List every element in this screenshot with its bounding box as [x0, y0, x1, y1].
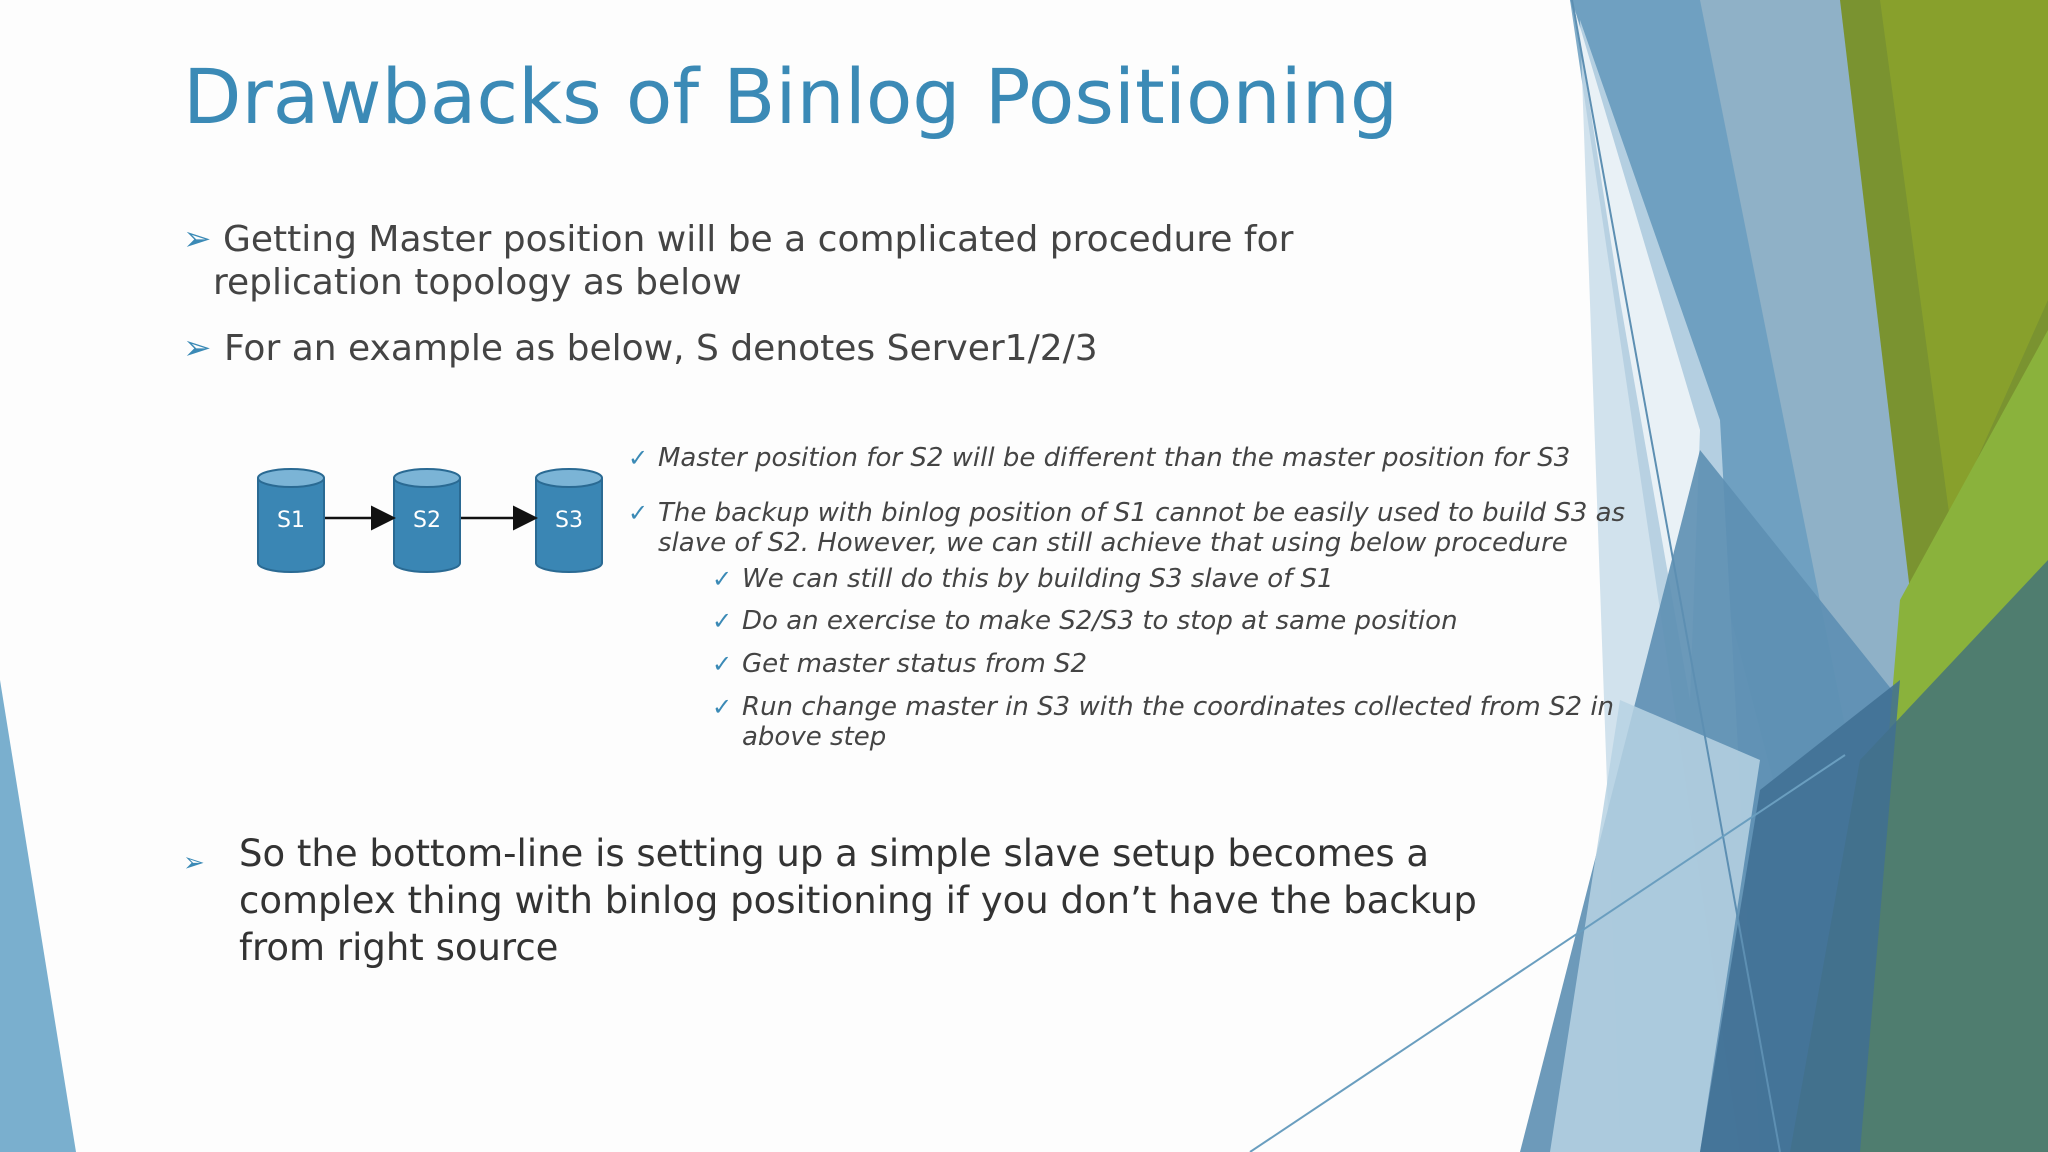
- bullet-3: [183, 830, 1503, 971]
- arrow-bullet-icon: ➢: [183, 219, 212, 259]
- slide-title: Drawbacks of Binlog Positioning: [183, 52, 1399, 141]
- check-item-4: [712, 606, 1628, 636]
- check-item-2: [628, 498, 1628, 558]
- bullet-3-text: So the bottom-line is setting up a simple slave setup becomes a complex thing with binlog positioning if you don’t have the backup from right source: [239, 832, 1477, 969]
- check-item-3-text: We can still do this by building S3 slave of S1: [742, 564, 1334, 594]
- arrow-bullet-icon: ➢: [183, 328, 212, 368]
- check-icon: ✓: [712, 565, 733, 593]
- check-item-2-text: The backup with binlog position of S1 cannot be easily used to build S3 as slave of S2. However, we can still achieve that using below procedure: [658, 498, 1626, 558]
- bullet-2: [183, 327, 1333, 370]
- check-item-4-text: Do an exercise to make S2/S3 to stop at same position: [742, 606, 1458, 636]
- check-item-6-text: Run change master in S3 with the coordinates collected from S2 in above step: [742, 692, 1615, 752]
- check-icon: ✓: [712, 650, 733, 678]
- server-label-s3: S3: [555, 508, 583, 533]
- arrow-bullet-icon: ➢: [183, 848, 205, 878]
- check-item-5-text: Get master status from S2: [742, 649, 1088, 679]
- check-item-1: [628, 443, 1628, 473]
- bullet-2-text: For an example as below, S denotes Server1/2/3: [224, 328, 1098, 369]
- server-label-s2: S2: [413, 508, 441, 533]
- bullet-1: [183, 218, 1333, 304]
- check-item-6: [712, 692, 1628, 752]
- server-label-s1: S1: [277, 508, 305, 533]
- bullet-1-text: Getting Master position will be a complicated procedure for replication topology as below: [213, 219, 1294, 303]
- check-item-1-text: Master position for S2 will be different than the master position for S3: [658, 443, 1571, 473]
- check-icon: ✓: [628, 499, 649, 527]
- check-icon: ✓: [712, 693, 733, 721]
- left-edge-shape: [0, 680, 76, 1152]
- check-icon: ✓: [628, 444, 649, 472]
- check-item-3: [712, 564, 1628, 594]
- replication-diagram: [250, 465, 610, 575]
- check-item-5: [712, 649, 1628, 679]
- check-icon: ✓: [712, 607, 733, 635]
